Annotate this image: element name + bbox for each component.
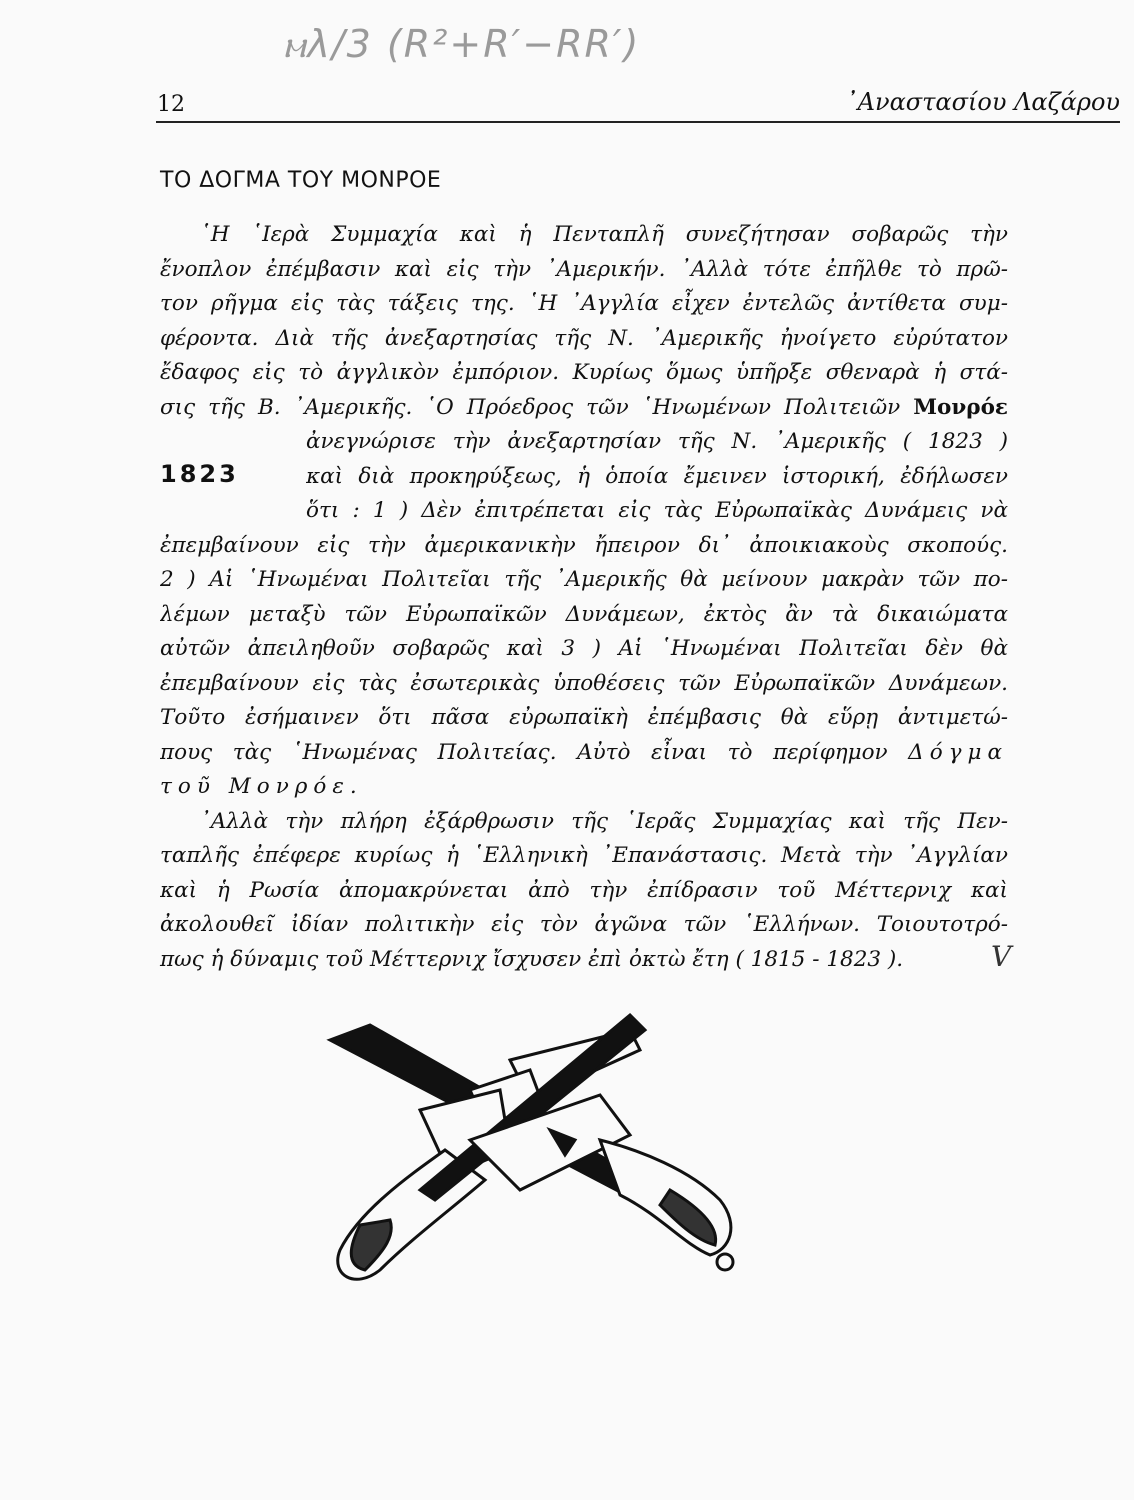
text-line: Τοῦτο ἐσήμαινεν ὅτι πᾶσα εὐρωπαϊκὴ ἐπέμβασις θὰ εὕρῃ ἀντιμετώ- [160,705,1008,730]
pencil-annotation: ⲙλ/3 (R²+R′−RR′) [283,22,641,66]
page-number: 12 [157,92,185,117]
text-line: καὶ διὰ προκηρύξεως, ἡ ὁποία ἔμεινεν ἱστορική, ἐδήλωσεν [306,463,1008,489]
pencil-check-mark: V [991,940,1012,973]
text-line: ὅτι : 1 ) Δὲν ἐπιτρέπεται εἰς τὰς Εὐρωπαϊκὰς Δυνάμεις νὰ [306,498,1008,523]
text-line: τοῦ Μονρόε. [160,774,363,799]
text-line [160,391,1008,426]
term-dogma: Δόγμα [908,739,1008,765]
section-title: ΤΟ ΔΟΓΜΑ ΤΟΥ ΜΟΝΡΟΕ [160,168,442,193]
text-line-part: πους τὰς ῾Ηνωμένας Πολιτείας. Αὐτὸ εἶναι τὸ περίφημον [160,739,888,765]
text-line: πως ἡ δύναμις τοῦ Μέττερνιχ ἴσχυσεν ἐπὶ ὀκτὼ ἔτη ( 1815 - 1823 ). [160,946,904,972]
text-line: ῾Η ῾Ιερὰ Συμμαχία καὶ ἡ Πενταπλῆ συνεζήτησαν σοβαρῶς τὴν [200,222,1008,247]
crossed-pistols-illustration [300,1000,760,1330]
running-head: ᾿Αναστασίου Λαζάρου [845,88,1120,116]
text-line: ταπλῆς ἐπέφερε κυρίως ἡ ῾Ελληνικὴ ᾿Επανάστασις. Μετὰ τὴν ᾿Αγγλίαν [160,843,1008,868]
text-line: τον ρῆγμα εἰς τὰς τάξεις της. ῾Η ᾿Αγγλία εἶχεν ἐντελῶς ἀντίθετα συμ- [160,291,1008,316]
text-line: ἐπεμβαίνουν εἰς τὰς ἐσωτερικὰς ὑποθέσεις τῶν Εὐρωπαϊκῶν Δυνάμεων. [160,670,1008,696]
name-monroe: Μονρόε [913,394,1008,420]
text-line: καὶ ἡ Ρωσία ἀπομακρύνεται ἀπὸ τὴν ἐπίδρασιν τοῦ Μέττερνιχ καὶ [160,877,1008,903]
text-line: ἔνοπλον ἐπέμβασιν καὶ εἰς τὴν ᾿Αμερικήν. ᾿Αλλὰ τότε ἐπῆλθε τὸ πρῶ- [160,256,1008,282]
text-line: 2 ) Αἱ ῾Ηνωμέναι Πολιτεῖαι τῆς ᾿Αμερικῆς θὰ μείνουν μακρὰν τῶν πο- [160,567,1008,592]
body-text [160,218,1008,977]
text-line: ἀνεγνώρισε τὴν ἀνεξαρτησίαν τῆς Ν. ᾿Αμερικῆς ( 1823 ) [306,429,1008,454]
text-line [160,736,1008,771]
text-line: ἐπεμβαίνουν εἰς τὴν ἀμερικανικὴν ἤπειρον δι᾿ ἀποικιακοὺς σκοπούς. [160,532,1008,558]
text-line: λέμων μεταξὺ τῶν Εὐρωπαϊκῶν Δυνάμεων, ἐκτὸς ἂν τὰ δικαιώματα [160,601,1008,627]
margin-year: 1823 [160,460,239,488]
text-line: φέροντα. Διὰ τῆς ἀνεξαρτησίας τῆς Ν. ᾿Αμερικῆς ἠνοίγετο εὐρύτατον [160,325,1008,351]
text-line: ἔδαφος εἰς τὸ ἀγγλικὸν ἐμπόριον. Κυρίως ὅμως ὑπῆρξε σθεναρὰ ἡ στά- [160,360,1008,385]
text-line: ᾿Αλλὰ τὴν πλήρη ἐξάρθρωσιν τῆς ῾Ιερᾶς Συμμαχίας καὶ τῆς Πεν- [200,808,1008,834]
header-rule [156,121,1120,123]
text-line: αὐτῶν ἀπειληθοῦν σοβαρῶς καὶ 3 ) Αἱ ῾Ηνωμέναι Πολιτεῖαι δὲν θὰ [160,636,1008,661]
text-line: ἀκολουθεῖ ἰδίαν πολιτικὴν εἰς τὸν ἀγῶνα τῶν ῾Ελλήνων. Τοιουτοτρό- [160,912,1008,937]
text-line-part: σις τῆς Β. ᾿Αμερικῆς. ῾Ο Πρόεδρος τῶν ῾Ηνωμένων Πολιτειῶν [160,394,901,420]
